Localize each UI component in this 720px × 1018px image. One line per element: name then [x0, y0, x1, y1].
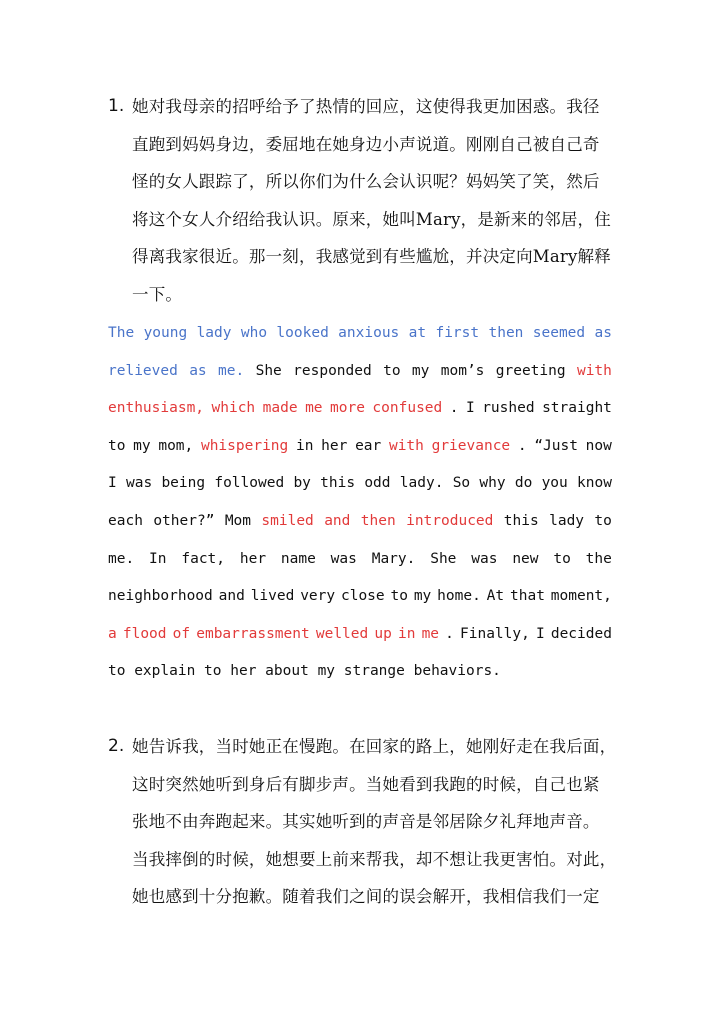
text-line [108, 465, 612, 503]
word: lived [250, 588, 295, 605]
word: young [143, 325, 188, 341]
word: my [411, 362, 430, 379]
chinese-text-block [108, 88, 612, 313]
word: strange [343, 663, 414, 680]
text-line [108, 503, 612, 541]
word: Mary. [371, 550, 416, 567]
word: me. [218, 362, 245, 379]
word: as [189, 362, 207, 379]
word: Finally, [460, 625, 530, 642]
word: whispering [200, 437, 289, 454]
word: grievance [431, 437, 511, 454]
word: that [510, 588, 545, 605]
word: close [340, 588, 385, 605]
word: in [295, 437, 314, 454]
word: which [211, 400, 256, 417]
word: then [360, 512, 396, 529]
text-line [108, 541, 612, 579]
word: behaviors. [413, 663, 510, 680]
word: with [388, 437, 424, 454]
word: smiled [261, 512, 314, 529]
word: me [305, 400, 323, 417]
word: her [239, 550, 267, 567]
item-number: 1. [108, 96, 125, 116]
word: ear [355, 437, 382, 454]
word: do [514, 475, 533, 492]
word: confused [372, 400, 443, 417]
text-line: 得离我家很近。那一刻，我感觉到有些尴尬，并决定向Mary解释 [132, 247, 611, 266]
word: mom, [158, 437, 194, 454]
word: I [108, 475, 117, 492]
item-number: 2. [108, 736, 125, 756]
word: seemed [532, 325, 586, 341]
word: “Just [534, 437, 578, 454]
word: . [445, 625, 454, 642]
item-1-chinese-paragraph [108, 88, 612, 313]
word: I [535, 625, 545, 642]
word: In [149, 550, 167, 567]
word: her [230, 663, 266, 680]
word: being [161, 475, 206, 492]
text-line: 张地不由奔跑起来。其实她听到的声音是邻居除夕礼拜地声音。 [132, 812, 600, 831]
word: I [465, 400, 475, 417]
word: to [390, 588, 408, 605]
word: new [512, 550, 539, 567]
word: this [320, 475, 356, 492]
word: At [486, 588, 505, 605]
word: decided [550, 625, 612, 642]
word: now [585, 437, 612, 454]
word: who [240, 325, 268, 341]
text-line [108, 578, 612, 616]
word: to [553, 550, 571, 567]
chinese-text-block [108, 728, 617, 916]
word: Mom [224, 512, 252, 529]
word: embarrassment [196, 625, 310, 642]
word: you [541, 475, 568, 492]
word: name [280, 550, 316, 567]
text-line: 这时突然她听到身后有脚步声。当她看到我跑的时候，自己也紧 [132, 774, 600, 794]
word: rushed [482, 400, 535, 417]
word: straight [542, 400, 612, 417]
word: . [449, 400, 459, 417]
word: lady. [399, 475, 444, 492]
word: mom’s [440, 362, 485, 379]
word: me [421, 625, 440, 642]
word: flood [122, 625, 167, 642]
word: She [430, 550, 457, 567]
word: looked [276, 325, 329, 341]
text-line: 将这个女人介绍给我认识。原来，她叫Mary，是新来的邻居，住 [132, 209, 611, 229]
text-line: 当我摔倒的时候，她想要上前来帮我，却不想让我更害怕。对此， [132, 849, 617, 869]
word: was [471, 550, 498, 567]
word: about [265, 663, 318, 680]
word: to [108, 437, 126, 454]
word: was [330, 550, 357, 567]
word: then [488, 325, 524, 341]
word: moment, [550, 588, 612, 605]
word: odd [364, 475, 391, 492]
word: know [577, 475, 612, 492]
word: my [133, 437, 151, 454]
text-line: 直跑到妈妈身边，委屈地在她身边小声说道。刚刚自己被自己奇 [132, 134, 600, 154]
english-translation-paragraph [108, 315, 612, 691]
word: was [125, 475, 153, 492]
word: anxious [338, 325, 400, 341]
word: her [321, 437, 348, 454]
word: as [594, 325, 612, 341]
text-line [108, 315, 612, 353]
word: She [255, 362, 282, 379]
word: why [479, 475, 506, 492]
word: first [435, 325, 480, 341]
word: me. [108, 550, 135, 567]
word: and [324, 512, 351, 529]
word: with [576, 362, 612, 379]
text-line: 她也感到十分抱歉。随着我们之间的误会解开，我相信我们一定 [132, 887, 600, 906]
word: explain [134, 663, 205, 680]
word: followed [214, 475, 285, 492]
text-line [108, 616, 612, 654]
text-line [108, 390, 612, 428]
word: home. [437, 588, 481, 605]
word: a [108, 625, 117, 642]
word: fact, [181, 550, 226, 567]
word: my [317, 663, 344, 680]
word: the [585, 550, 612, 567]
text-line [108, 428, 612, 466]
word: other?” [153, 512, 215, 529]
word: neighborhood [108, 588, 213, 605]
word: The [108, 325, 135, 341]
word: and [218, 588, 245, 605]
word: to [594, 512, 612, 529]
item-2-chinese-paragraph [108, 728, 617, 916]
word: of [172, 625, 191, 642]
text-line: 她告诉我，当时她正在慢跑。在回家的路上，她刚好走在我后面， [132, 737, 617, 756]
text-line: 怪的女人跟踪了，所以你们为什么会认识呢？妈妈笑了笑，然后 [132, 172, 600, 191]
word: enthusiasm, [108, 400, 205, 417]
text-line [108, 653, 612, 691]
word: greeting [495, 362, 566, 379]
text-line: 她对我母亲的招呼给予了热情的回应，这使得我更加困惑。我径 [132, 97, 600, 116]
word: to [383, 362, 401, 379]
word: to [108, 663, 135, 680]
word: to [204, 663, 231, 680]
word: by [293, 475, 311, 492]
word: up [374, 625, 392, 642]
text-line [108, 353, 612, 391]
word: more [330, 400, 365, 417]
word: welled [315, 625, 369, 642]
word: this [503, 512, 539, 529]
word: introduced [406, 512, 494, 529]
word: each [108, 512, 143, 529]
word: So [452, 475, 471, 492]
word: . [517, 437, 527, 454]
word: in [397, 625, 416, 642]
word: lady [196, 325, 232, 341]
word: very [300, 588, 336, 605]
word: my [413, 588, 432, 605]
word: made [262, 400, 298, 417]
word: at [408, 325, 427, 341]
text-line: 一下。 [132, 284, 183, 304]
word: responded [293, 362, 372, 379]
word: lady [549, 512, 585, 529]
word: relieved [108, 362, 178, 379]
